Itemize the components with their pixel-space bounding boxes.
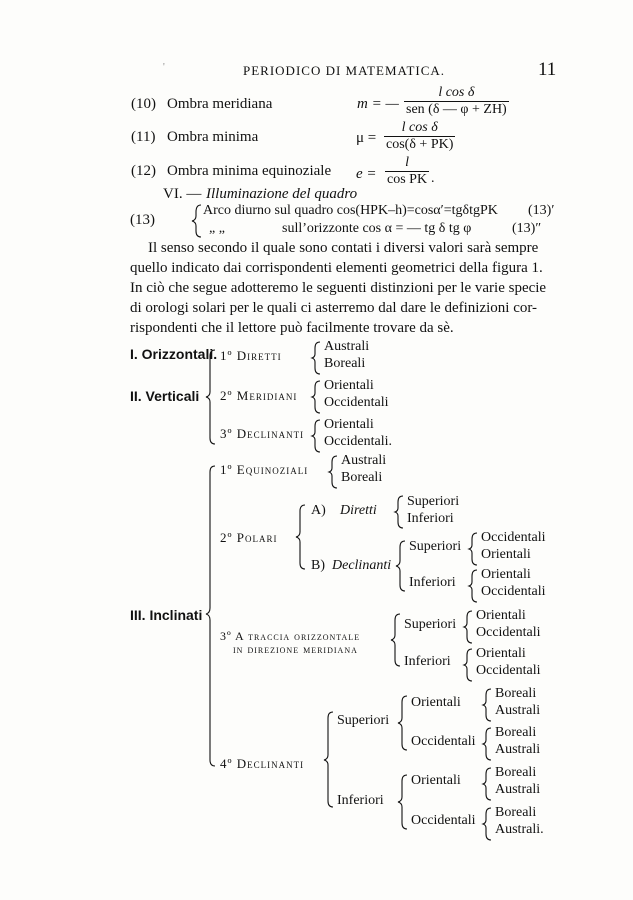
polari-a-inferiori: Inferiori — [407, 511, 454, 526]
brace-decl-sup — [398, 696, 407, 750]
declinanti-sup-orientali: Orientali — [411, 695, 461, 710]
inclinati-heading: III. Inclinati — [130, 607, 203, 623]
inclinati-polari: 2º Polari — [220, 530, 278, 545]
inclinati-declinanti: 4º Declinanti — [220, 756, 305, 771]
traccia-inferiori: Inferiori — [404, 654, 451, 669]
brace-polari-b-sup — [469, 533, 477, 565]
declinanti-sup-occidentali-boreali: Boreali — [495, 725, 537, 740]
polari-b-inferiori: Inferiori — [409, 575, 456, 590]
brace-f13 — [192, 205, 201, 237]
brace-decl-inf — [398, 775, 407, 829]
paragraph-line-2: quello indicato dai corrispondenti elementi geometrici della figura 1. — [130, 260, 543, 276]
section-vi-title: Illuminazione del quadro — [206, 186, 358, 202]
formula-10-number: (10) — [131, 96, 156, 112]
verticali-meridiani-occidentali: Occidentali — [324, 395, 389, 410]
paragraph-line-5: rispondenti che il lettore può facilmente trovare da sè. — [130, 320, 454, 336]
brace-v-diretti — [312, 342, 320, 374]
verticali-meridiani: 2º Meridiani — [220, 388, 298, 403]
traccia-superiori-occidentali: Occidentali — [476, 625, 541, 640]
declinanti-sup-orientali-australi: Australi — [495, 703, 541, 718]
orizzontali-heading: I. Orizzontali. — [130, 346, 218, 362]
verticali-heading: II. Verticali — [130, 388, 200, 404]
formula-10-name: Ombra meridiana — [167, 96, 273, 112]
formula-10-denominator: sen (δ — φ + ZH) — [406, 102, 507, 117]
brace-v-meridiani — [312, 381, 320, 413]
page-number: 11 — [538, 59, 557, 80]
polari-b-superiori-orientali: Orientali — [481, 547, 531, 562]
brace-v-declinanti — [312, 420, 320, 452]
brace-traccia — [391, 614, 400, 666]
brace-decl-sup-oc — [483, 728, 491, 760]
traccia-inferiori-occidentali: Occidentali — [476, 663, 541, 678]
formula-11-numerator: l cos δ — [384, 120, 455, 137]
verticali-meridiani-orientali: Orientali — [324, 378, 374, 393]
brace-inclinati — [206, 466, 215, 766]
formula-13-line1: Arco diurno sul quadro cos(HPK–h)=cosα′=tgδtgPK — [203, 203, 498, 218]
formula-12-name: Ombra minima equinoziale — [167, 163, 332, 179]
brace-polari-a — [395, 496, 403, 528]
verticali-declinanti: 3º Declinanti — [220, 426, 305, 441]
paragraph-line-1: Il senso secondo il quale sono contati i diversi valori sarà sempre — [148, 240, 539, 256]
running-head: PERIODICO DI MATEMATICA. — [243, 63, 446, 78]
formula-12-numerator: l — [385, 155, 429, 172]
brace-decl-inf-oc — [483, 808, 491, 840]
formula-11-name: Ombra minima — [167, 129, 259, 145]
inclinati-traccia-line1: 3º A traccia orizzontale — [220, 629, 361, 643]
polari-a-superiori: Superiori — [407, 494, 460, 509]
declinanti-inf-occidentali-australi: Australi. — [495, 822, 544, 837]
formula-11-denominator: cos(δ + PK) — [386, 137, 454, 152]
declinanti-inf-occidentali: Occidentali — [411, 813, 476, 828]
declinanti-inf-orientali-australi: Australi — [495, 782, 541, 797]
polari-a-name: Diretti — [340, 503, 377, 518]
equinoziali-boreali: Boreali — [341, 470, 383, 485]
polari-a-label: A) — [311, 503, 326, 518]
verticali-diretti-boreali: Boreali — [324, 356, 366, 371]
verticali-diretti: 1º Diretti — [220, 348, 282, 363]
brace-polari-b — [396, 541, 405, 591]
brace-traccia-inf — [464, 649, 472, 681]
formula-13-tag1: (13)′ — [528, 203, 555, 218]
paragraph-line-3: In ciò che segue adotteremo le seguenti distinzioni per le varie specie — [130, 280, 547, 296]
formula-12-denominator: cos PK — [387, 172, 428, 187]
declinanti-inf-orientali-boreali: Boreali — [495, 765, 537, 780]
declinanti-sup-occidentali: Occidentali — [411, 734, 476, 749]
declinanti-sup-orientali-boreali: Boreali — [495, 686, 537, 701]
declinanti-inferiori: Inferiori — [337, 793, 384, 808]
verticali-diretti-australi: Australi — [324, 339, 370, 354]
formula-12-number: (12) — [131, 163, 156, 179]
equinoziali-australi: Australi — [341, 453, 387, 468]
formula-13-tag2: (13)″ — [512, 221, 542, 236]
verticali-declinanti-orientali: Orientali — [324, 417, 374, 432]
brace-polari-b-inf — [469, 570, 477, 602]
traccia-superiori: Superiori — [404, 617, 457, 632]
formula-10-numerator: l cos δ — [404, 85, 509, 102]
declinanti-superiori: Superiori — [337, 713, 390, 728]
polari-b-inferiori-occidentali: Occidentali — [481, 584, 546, 599]
scan-mark: ' — [163, 62, 165, 73]
formula-13-quotes: „ „ — [209, 221, 225, 236]
polari-b-label: B) — [311, 558, 325, 573]
formula-13-number: (13) — [130, 212, 155, 228]
brace-traccia-sup — [464, 611, 472, 643]
formula-10-lhs: m = — — [357, 96, 399, 112]
brace-verticali — [206, 350, 215, 444]
formula-12-lhs: e = — [356, 166, 377, 182]
declinanti-sup-occidentali-australi: Australi — [495, 742, 541, 757]
formula-11-number: (11) — [131, 129, 156, 145]
inclinati-equinoziali: 1º Equinoziali — [220, 462, 309, 477]
brace-declinanti — [324, 712, 333, 807]
brace-decl-sup-or — [483, 689, 491, 721]
formula-11-lhs: μ = — [356, 130, 377, 146]
traccia-inferiori-orientali: Orientali — [476, 646, 526, 661]
polari-b-inferiori-orientali: Orientali — [481, 567, 531, 582]
traccia-superiori-orientali: Orientali — [476, 608, 526, 623]
section-vi-label: VI. — — [163, 186, 202, 202]
polari-b-superiori: Superiori — [409, 539, 462, 554]
declinanti-inf-orientali: Orientali — [411, 773, 461, 788]
brace-decl-inf-or — [483, 768, 491, 800]
polari-b-superiori-occidentali: Occidentali — [481, 530, 546, 545]
formula-12-tail: . — [431, 171, 435, 186]
brace-equinoziali — [329, 456, 337, 488]
inclinati-traccia-line2: in direzione meridiana — [233, 642, 358, 656]
brace-polari — [296, 505, 305, 569]
polari-b-name: Declinanti — [332, 558, 392, 573]
verticali-declinanti-occidentali: Occidentali. — [324, 434, 393, 449]
paragraph-line-4: di orologi solari per le quali ci asterremo dal dare le definizioni cor- — [130, 300, 538, 316]
declinanti-inf-occidentali-boreali: Boreali — [495, 805, 537, 820]
formula-13-line2: sull’orizzonte cos α = — tg δ tg φ — [282, 221, 472, 236]
